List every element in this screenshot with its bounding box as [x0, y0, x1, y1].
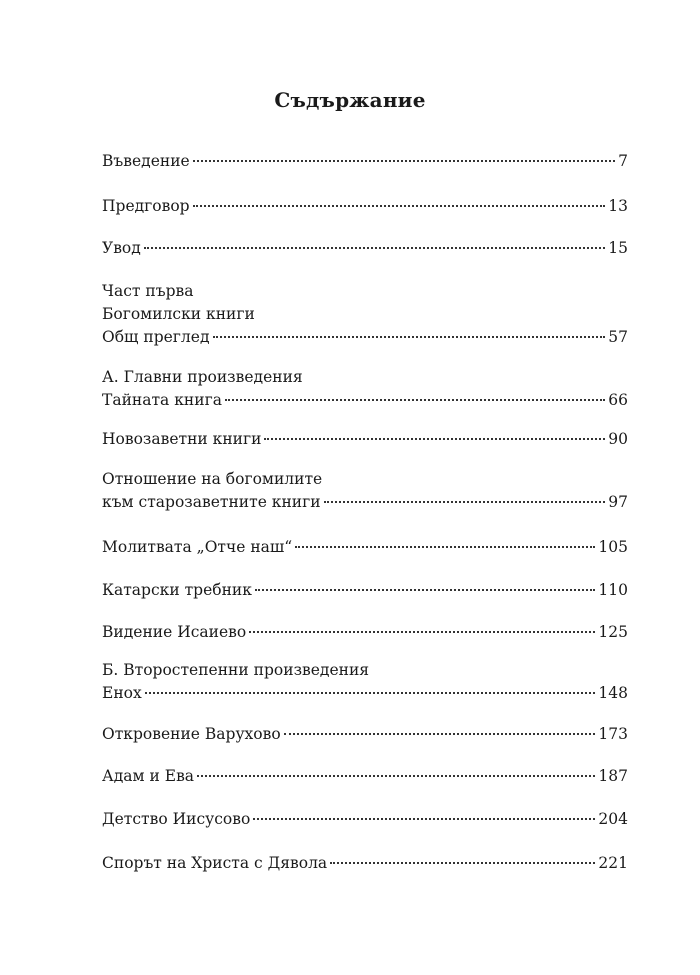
toc-page-number: 66 [608, 391, 628, 409]
toc-entry-adam-i-eva[interactable] [102, 765, 628, 788]
dot-leader [253, 818, 595, 820]
toc-entry-predgovor[interactable] [102, 195, 628, 218]
toc-section-heading: Част първа [102, 282, 194, 300]
toc-entry-enoh[interactable] [102, 659, 628, 705]
toc-page-number: 148 [598, 684, 628, 702]
toc-entry-tainata-kniga[interactable] [102, 366, 628, 412]
dot-leader [284, 733, 596, 735]
toc-entry-novozavetni-knigi[interactable] [102, 428, 628, 451]
toc-entry-label: Адам и Ева [102, 767, 195, 785]
toc-entry-label: Тайната книга [102, 391, 222, 409]
toc-entry-starozavetni-knigi[interactable] [102, 468, 628, 514]
toc-entry-label: към старозаветните книги [102, 493, 321, 511]
toc-page-number: 13 [608, 197, 628, 215]
dot-leader [295, 546, 595, 548]
toc-entry-label: Увод [102, 239, 141, 257]
dot-leader [324, 501, 606, 503]
toc-section-heading: Б. Второстепенни произведения [102, 661, 370, 679]
toc-section-heading: А. Главни произведения [102, 368, 303, 386]
toc-page-number: 105 [598, 538, 628, 556]
toc-entry-label: Предговор [102, 197, 190, 215]
toc-entry-label: Откровение Варухово [102, 725, 281, 743]
dot-leader [225, 399, 605, 401]
toc-entry-label: Молитвата „Отче наш“ [102, 538, 293, 556]
toc-section-heading: Отношение на богомилите [102, 470, 323, 488]
toc-entry-label: Видение Исаиево [102, 623, 247, 641]
dot-leader [213, 336, 606, 338]
toc-page-number: 110 [598, 581, 628, 599]
toc-page-number: 7 [618, 152, 628, 170]
toc-entry-sporat[interactable] [102, 852, 628, 875]
dot-leader [197, 775, 595, 777]
page-title: Съдържание [274, 88, 426, 112]
dot-leader [255, 589, 595, 591]
toc-page-number: 221 [598, 854, 628, 872]
toc-entry-label: Общ преглед [102, 328, 210, 346]
toc-page-number: 204 [598, 810, 628, 828]
toc-page-number: 187 [598, 767, 628, 785]
dot-leader [330, 862, 595, 864]
toc-entry-detstvo-iisusovo[interactable] [102, 808, 628, 831]
toc-page-number: 90 [608, 430, 628, 448]
toc-entry-label: Новозаветни книги [102, 430, 262, 448]
toc-entry-label: Катарски требник [102, 581, 252, 599]
toc-page-number: 173 [598, 725, 628, 743]
toc-entry-uvod[interactable] [102, 237, 628, 260]
toc-entry-videnie-isaievo[interactable] [102, 621, 628, 644]
dot-leader [193, 205, 606, 207]
toc-entry-label: Спорът на Христа с Дявола [102, 854, 328, 872]
dot-leader [193, 160, 615, 162]
toc-page-number: 125 [598, 623, 628, 641]
toc-entry-label: Въведение [102, 152, 190, 170]
toc-entry-vavedenie[interactable] [102, 150, 628, 173]
toc-entry-label: Енох [102, 684, 142, 702]
toc-entry-label: Детство Иисусово [102, 810, 251, 828]
toc-page-number: 97 [608, 493, 628, 511]
dot-leader [145, 692, 596, 694]
toc-page-number: 57 [608, 328, 628, 346]
toc-section-heading: Богомилски книги [102, 305, 255, 323]
toc-page-number: 15 [608, 239, 628, 257]
toc-entry-katarski-trebnik[interactable] [102, 579, 628, 602]
toc-entry-obsht-pregled[interactable] [102, 280, 628, 349]
toc-entry-otkrovenie-varuhovo[interactable] [102, 723, 628, 746]
toc-entry-otche-nash[interactable] [102, 536, 628, 559]
dot-leader [264, 438, 605, 440]
dot-leader [144, 247, 605, 249]
dot-leader [249, 631, 595, 633]
